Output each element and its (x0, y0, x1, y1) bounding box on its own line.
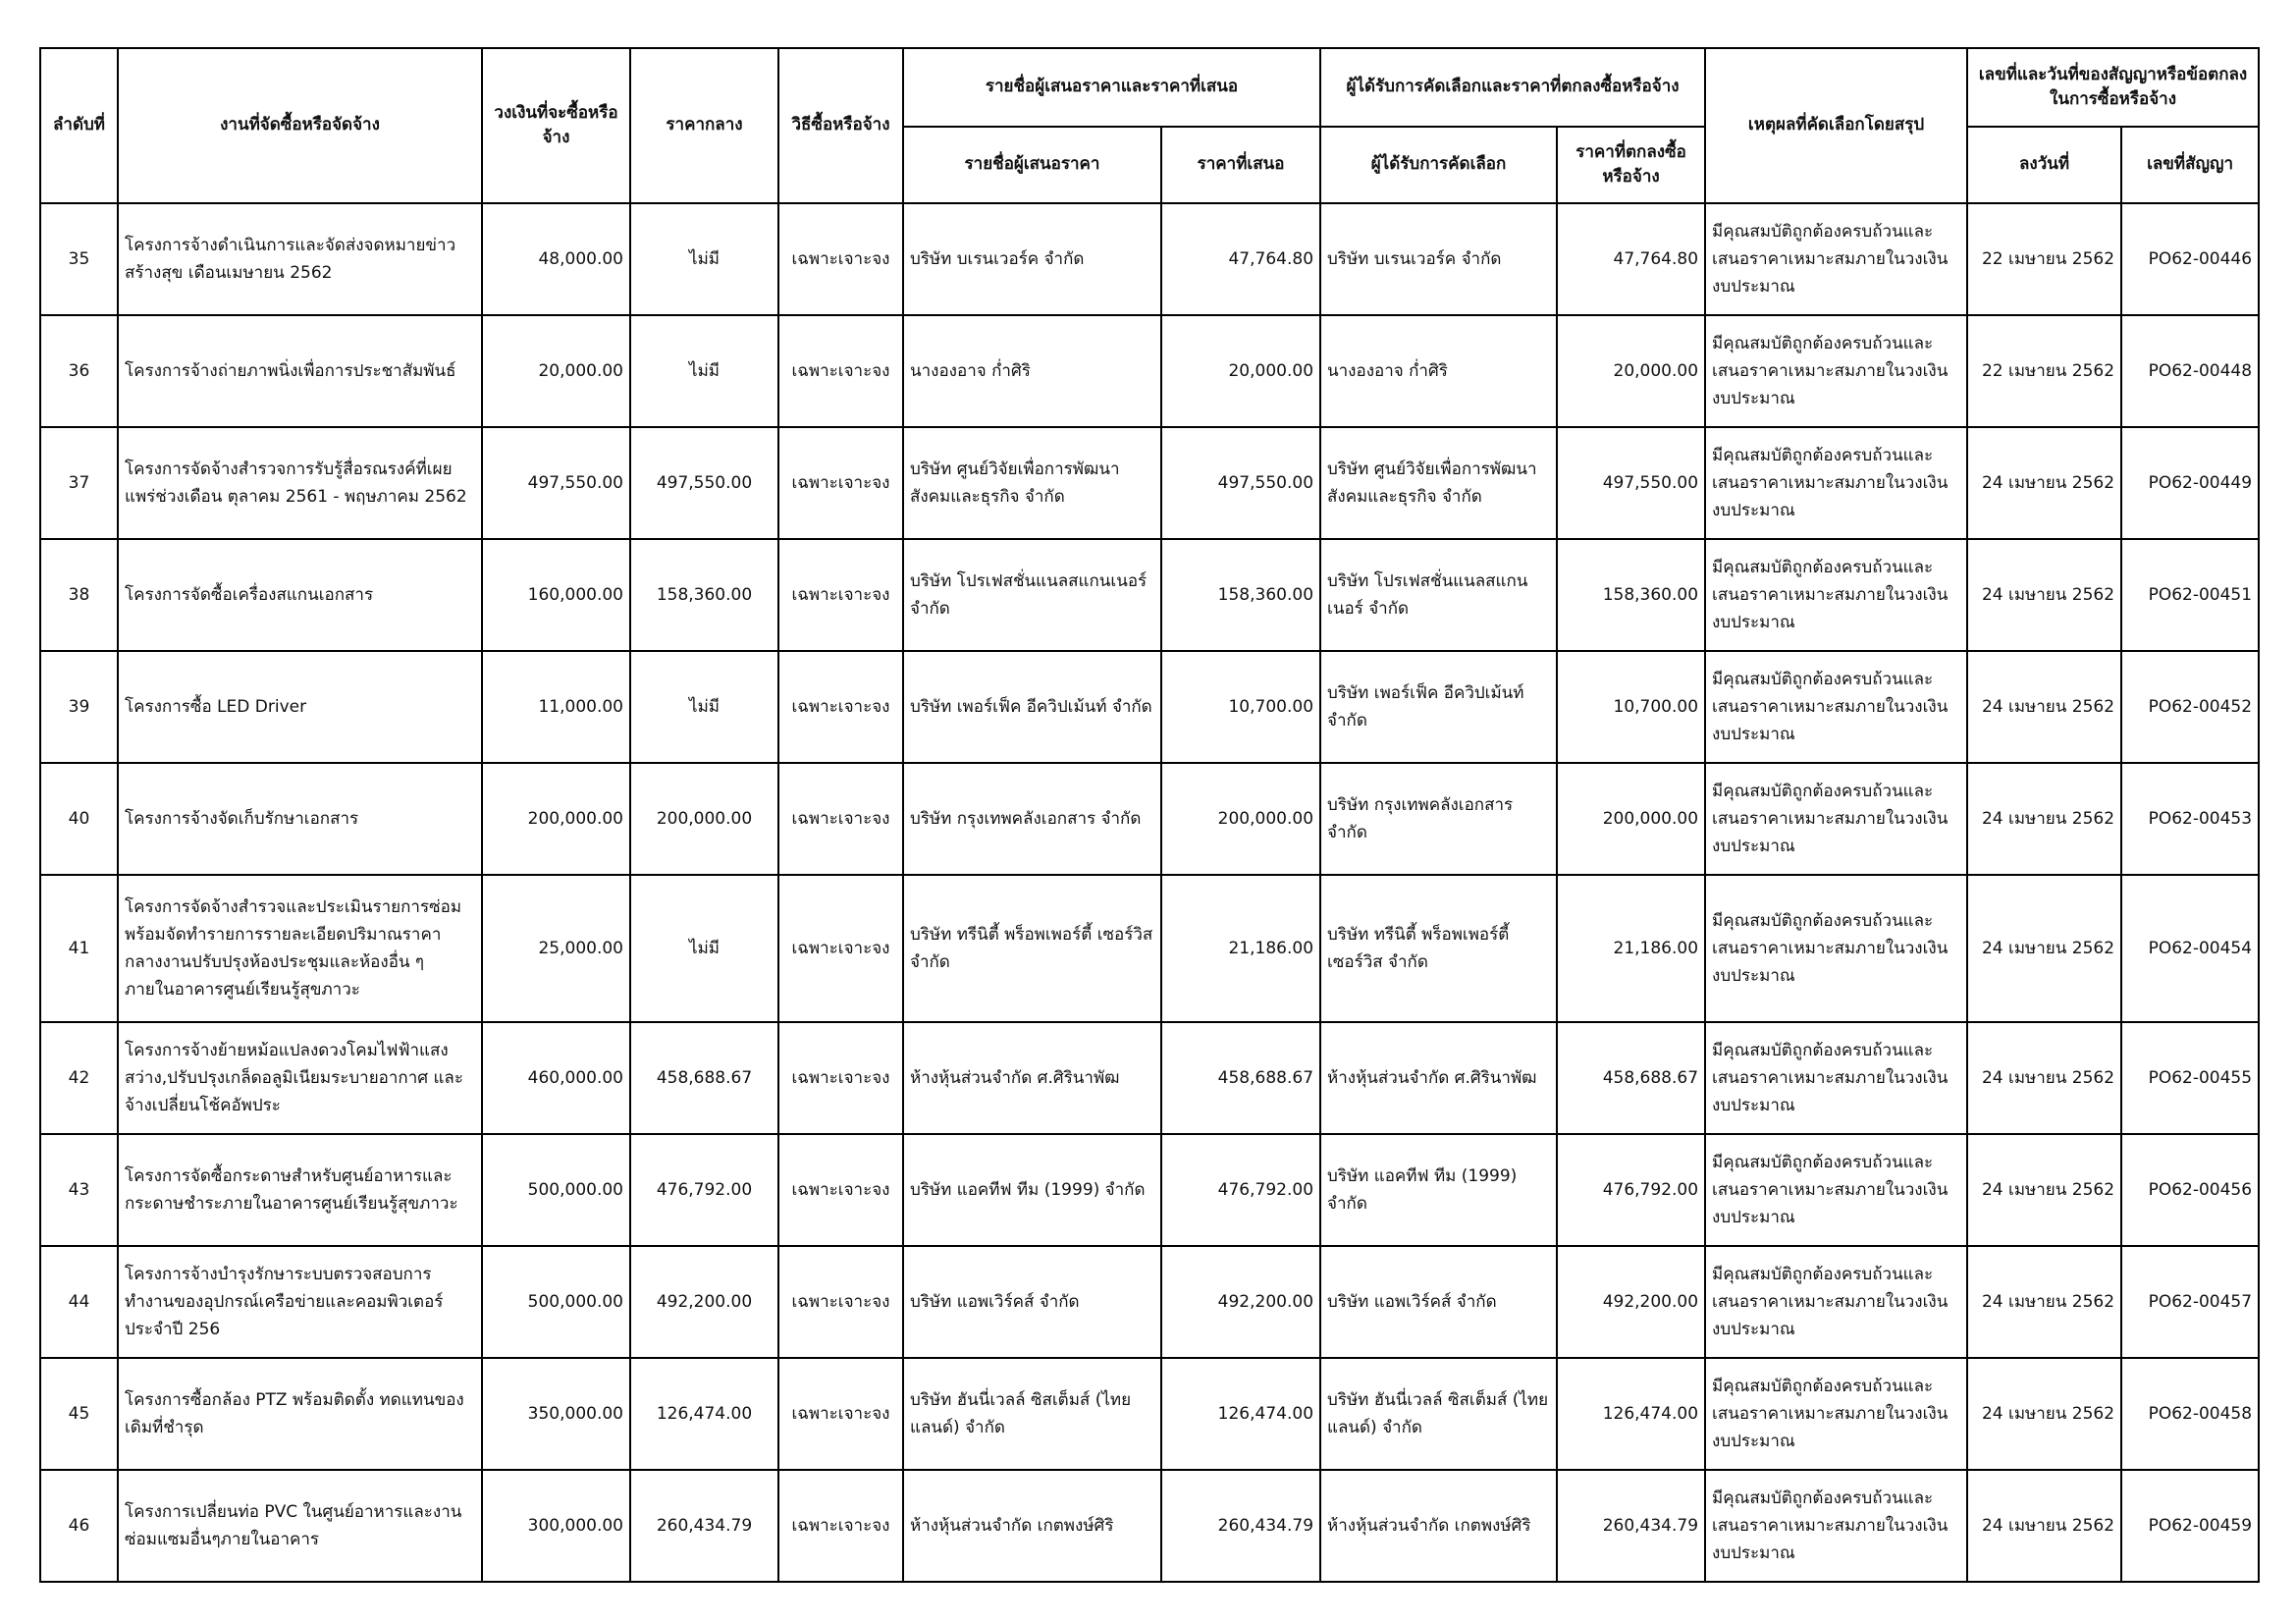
median-price: 126,474.00 (630, 1358, 778, 1470)
bid-price: 10,700.00 (1161, 651, 1320, 763)
contract-number: PO62-00451 (2121, 539, 2259, 651)
bid-price: 492,200.00 (1161, 1246, 1320, 1358)
selected-vendor: ห้างหุ้นส่วนจำกัด ศ.ศิรินาพัฒ (1320, 1022, 1557, 1134)
bidder-name: บริษัท กรุงเทพคลังเอกสาร จำกัด (903, 763, 1161, 875)
table-row (40, 1022, 2259, 1134)
row-number: 42 (40, 1022, 118, 1134)
header-selected-name: ผู้ได้รับการคัดเลือก (1320, 127, 1557, 203)
work-description: โครงการจ้างถ่ายภาพนิ่งเพื่อการประชาสัมพันธ์ (118, 315, 482, 427)
contract-number: PO62-00448 (2121, 315, 2259, 427)
agreed-price: 47,764.80 (1557, 203, 1705, 315)
bid-price: 158,360.00 (1161, 539, 1320, 651)
procurement-method: เฉพาะเจาะจง (778, 1470, 903, 1582)
header-no: ลำดับที่ (40, 48, 118, 203)
selection-reason: มีคุณสมบัติถูกต้องครบถ้วนและเสนอราคาเหมาะสมภายในวงเงินงบประมาณ (1705, 203, 1967, 315)
contract-number: PO62-00454 (2121, 875, 2259, 1022)
selected-vendor: บริษัท กรุงเทพคลังเอกสาร จำกัด (1320, 763, 1557, 875)
median-price: ไม่มี (630, 875, 778, 1022)
header-work: งานที่จัดซื้อหรือจัดจ้าง (118, 48, 482, 203)
table-row (40, 539, 2259, 651)
selected-vendor: บริษัท แอคทีฟ ทีม (1999) จำกัด (1320, 1134, 1557, 1246)
bidder-name: บริษัท บเรนเวอร์ค จำกัด (903, 203, 1161, 315)
table-row (40, 1246, 2259, 1358)
median-price: 492,200.00 (630, 1246, 778, 1358)
contract-date: 24 เมษายน 2562 (1967, 1470, 2121, 1582)
row-number: 44 (40, 1246, 118, 1358)
agreed-price: 158,360.00 (1557, 539, 1705, 651)
bid-price: 200,000.00 (1161, 763, 1320, 875)
contract-date: 22 เมษายน 2562 (1967, 203, 2121, 315)
row-number: 40 (40, 763, 118, 875)
procurement-method: เฉพาะเจาะจง (778, 1246, 903, 1358)
budget-amount: 460,000.00 (482, 1022, 630, 1134)
row-number: 35 (40, 203, 118, 315)
procurement-method: เฉพาะเจาะจง (778, 763, 903, 875)
header-bidder-name: รายชื่อผู้เสนอราคา (903, 127, 1161, 203)
bid-price: 21,186.00 (1161, 875, 1320, 1022)
work-description: โครงการจัดจ้างสำรวจและประเมินรายการซ่อมพร้อมจัดทำรายการรายละเอียดปริมาณราคากลางงานปรับปรุงห้องประชุมและห้องอื่น ๆ ภายในอาคารศูนย์เรียนรู้สุขภาวะ (118, 875, 482, 1022)
selected-vendor: บริษัท ฮันนี่เวลล์ ซิสเต็มส์ (ไทยแลนด์) จำกัด (1320, 1358, 1557, 1470)
contract-date: 24 เมษายน 2562 (1967, 1358, 2121, 1470)
row-number: 43 (40, 1134, 118, 1246)
selection-reason: มีคุณสมบัติถูกต้องครบถ้วนและเสนอราคาเหมาะสมภายในวงเงินงบประมาณ (1705, 875, 1967, 1022)
agreed-price: 200,000.00 (1557, 763, 1705, 875)
procurement-method: เฉพาะเจาะจง (778, 203, 903, 315)
row-number: 45 (40, 1358, 118, 1470)
budget-amount: 300,000.00 (482, 1470, 630, 1582)
bidder-name: บริษัท เพอร์เฟ็ค อีควิปเม้นท์ จำกัด (903, 651, 1161, 763)
header-date: ลงวันที่ (1967, 127, 2121, 203)
selected-vendor: บริษัท บเรนเวอร์ค จำกัด (1320, 203, 1557, 315)
agreed-price: 126,474.00 (1557, 1358, 1705, 1470)
contract-date: 24 เมษายน 2562 (1967, 651, 2121, 763)
budget-amount: 497,550.00 (482, 427, 630, 539)
procurement-method: เฉพาะเจาะจง (778, 875, 903, 1022)
procurement-method: เฉพาะเจาะจง (778, 1134, 903, 1246)
selected-vendor: นางองอาจ ก่ำศิริ (1320, 315, 1557, 427)
budget-amount: 160,000.00 (482, 539, 630, 651)
contract-number: PO62-00457 (2121, 1246, 2259, 1358)
median-price: ไม่มี (630, 203, 778, 315)
row-number: 37 (40, 427, 118, 539)
selection-reason: มีคุณสมบัติถูกต้องครบถ้วนและเสนอราคาเหมาะสมภายในวงเงินงบประมาณ (1705, 763, 1967, 875)
header-budget: วงเงินที่จะซื้อหรือจ้าง (482, 48, 630, 203)
work-description: โครงการจัดซื้อเครื่องสแกนเอกสาร (118, 539, 482, 651)
median-price: ไม่มี (630, 651, 778, 763)
budget-amount: 350,000.00 (482, 1358, 630, 1470)
median-price: 158,360.00 (630, 539, 778, 651)
budget-amount: 200,000.00 (482, 763, 630, 875)
agreed-price: 458,688.67 (1557, 1022, 1705, 1134)
contract-number: PO62-00452 (2121, 651, 2259, 763)
header-median-price: ราคากลาง (630, 48, 778, 203)
table-header (40, 48, 2259, 203)
row-number: 46 (40, 1470, 118, 1582)
bidder-name: นางองอาจ ก่ำศิริ (903, 315, 1161, 427)
selection-reason: มีคุณสมบัติถูกต้องครบถ้วนและเสนอราคาเหมาะสมภายในวงเงินงบประมาณ (1705, 1470, 1967, 1582)
contract-number: PO62-00446 (2121, 203, 2259, 315)
bid-price: 497,550.00 (1161, 427, 1320, 539)
median-price: 200,000.00 (630, 763, 778, 875)
procurement-table (39, 47, 2260, 1583)
agreed-price: 10,700.00 (1557, 651, 1705, 763)
bidder-name: ห้างหุ้นส่วนจำกัด ศ.ศิรินาพัฒ (903, 1022, 1161, 1134)
selection-reason: มีคุณสมบัติถูกต้องครบถ้วนและเสนอราคาเหมาะสมภายในวงเงินงบประมาณ (1705, 1246, 1967, 1358)
row-number: 39 (40, 651, 118, 763)
work-description: โครงการจัดซื้อกระดาษสำหรับศูนย์อาหารและกระดาษชำระภายในอาคารศูนย์เรียนรู้สุขภาวะ (118, 1134, 482, 1246)
bidder-name: บริษัท ทรีนิตี้ พร็อพเพอร์ตี้ เซอร์วิส จำกัด (903, 875, 1161, 1022)
selection-reason: มีคุณสมบัติถูกต้องครบถ้วนและเสนอราคาเหมาะสมภายในวงเงินงบประมาณ (1705, 315, 1967, 427)
contract-number: PO62-00458 (2121, 1358, 2259, 1470)
row-number: 41 (40, 875, 118, 1022)
header-method: วิธีซื้อหรือจ้าง (778, 48, 903, 203)
selected-vendor: บริษัท ทรีนิตี้ พร็อพเพอร์ตี้ เซอร์วิส จำกัด (1320, 875, 1557, 1022)
selected-vendor: บริษัท ศูนย์วิจัยเพื่อการพัฒนาสังคมและธุรกิจ จำกัด (1320, 427, 1557, 539)
budget-amount: 20,000.00 (482, 315, 630, 427)
table-row (40, 427, 2259, 539)
row-number: 38 (40, 539, 118, 651)
table-row (40, 203, 2259, 315)
contract-date: 24 เมษายน 2562 (1967, 539, 2121, 651)
median-price: 458,688.67 (630, 1022, 778, 1134)
budget-amount: 11,000.00 (482, 651, 630, 763)
work-description: โครงการซื้อ LED Driver (118, 651, 482, 763)
work-description: โครงการซื้อกล้อง PTZ พร้อมติดตั้ง ทดแทนของเดิมที่ชำรุด (118, 1358, 482, 1470)
work-description: โครงการจ้างจัดเก็บรักษาเอกสาร (118, 763, 482, 875)
agreed-price: 492,200.00 (1557, 1246, 1705, 1358)
table-row (40, 315, 2259, 427)
selected-vendor: บริษัท แอพเวิร์คส์ จำกัด (1320, 1246, 1557, 1358)
agreed-price: 21,186.00 (1557, 875, 1705, 1022)
contract-date: 24 เมษายน 2562 (1967, 1134, 2121, 1246)
bid-price: 47,764.80 (1161, 203, 1320, 315)
procurement-method: เฉพาะเจาะจง (778, 427, 903, 539)
bidder-name: บริษัท ฮันนี่เวลล์ ซิสเต็มส์ (ไทยแลนด์) จำกัด (903, 1358, 1161, 1470)
median-price: 476,792.00 (630, 1134, 778, 1246)
procurement-method: เฉพาะเจาะจง (778, 651, 903, 763)
bid-price: 20,000.00 (1161, 315, 1320, 427)
procurement-method: เฉพาะเจาะจง (778, 315, 903, 427)
median-price: 260,434.79 (630, 1470, 778, 1582)
contract-date: 24 เมษายน 2562 (1967, 875, 2121, 1022)
header-selected-group: ผู้ได้รับการคัดเลือกและราคาที่ตกลงซื้อหรือจ้าง (1320, 48, 1705, 127)
contract-number: PO62-00459 (2121, 1470, 2259, 1582)
table-row (40, 763, 2259, 875)
selection-reason: มีคุณสมบัติถูกต้องครบถ้วนและเสนอราคาเหมาะสมภายในวงเงินงบประมาณ (1705, 1358, 1967, 1470)
header-bidders-group: รายชื่อผู้เสนอราคาและราคาที่เสนอ (903, 48, 1320, 127)
agreed-price: 20,000.00 (1557, 315, 1705, 427)
bidder-name: บริษัท แอพเวิร์คส์ จำกัด (903, 1246, 1161, 1358)
header-contract-no: เลขที่สัญญา (2121, 127, 2259, 203)
contract-number: PO62-00456 (2121, 1134, 2259, 1246)
agreed-price: 476,792.00 (1557, 1134, 1705, 1246)
contract-date: 24 เมษายน 2562 (1967, 763, 2121, 875)
header-contract-group: เลขที่และวันที่ของสัญญาหรือข้อตกลงในการซื้อหรือจ้าง (1967, 48, 2259, 127)
table-row (40, 1470, 2259, 1582)
bid-price: 458,688.67 (1161, 1022, 1320, 1134)
table-row (40, 651, 2259, 763)
table-row (40, 1134, 2259, 1246)
contract-date: 22 เมษายน 2562 (1967, 315, 2121, 427)
contract-number: PO62-00453 (2121, 763, 2259, 875)
budget-amount: 500,000.00 (482, 1246, 630, 1358)
header-agreed-price: ราคาที่ตกลงซื้อหรือจ้าง (1557, 127, 1705, 203)
table-row (40, 1358, 2259, 1470)
median-price: 497,550.00 (630, 427, 778, 539)
selection-reason: มีคุณสมบัติถูกต้องครบถ้วนและเสนอราคาเหมาะสมภายในวงเงินงบประมาณ (1705, 651, 1967, 763)
procurement-method: เฉพาะเจาะจง (778, 539, 903, 651)
bidder-name: ห้างหุ้นส่วนจำกัด เกตพงษ์ศิริ (903, 1470, 1161, 1582)
budget-amount: 25,000.00 (482, 875, 630, 1022)
contract-date: 24 เมษายน 2562 (1967, 1246, 2121, 1358)
table-body (40, 203, 2259, 1582)
procurement-method: เฉพาะเจาะจง (778, 1022, 903, 1134)
contract-date: 24 เมษายน 2562 (1967, 1022, 2121, 1134)
selection-reason: มีคุณสมบัติถูกต้องครบถ้วนและเสนอราคาเหมาะสมภายในวงเงินงบประมาณ (1705, 539, 1967, 651)
budget-amount: 48,000.00 (482, 203, 630, 315)
work-description: โครงการเปลี่ยนท่อ PVC ในศูนย์อาหารและงานซ่อมแซมอื่นๆภายในอาคาร (118, 1470, 482, 1582)
agreed-price: 497,550.00 (1557, 427, 1705, 539)
procurement-method: เฉพาะเจาะจง (778, 1358, 903, 1470)
work-description: โครงการจ้างบำรุงรักษาระบบตรวจสอบการทำงานของอุปกรณ์เครือข่ายและคอมพิวเตอร์ ประจำปี 256 (118, 1246, 482, 1358)
header-reason: เหตุผลที่คัดเลือกโดยสรุป (1705, 48, 1967, 203)
selected-vendor: บริษัท โปรเฟสชั่นแนลสแกนเนอร์ จำกัด (1320, 539, 1557, 651)
contract-number: PO62-00449 (2121, 427, 2259, 539)
header-bid-price: ราคาที่เสนอ (1161, 127, 1320, 203)
bidder-name: บริษัท ศูนย์วิจัยเพื่อการพัฒนาสังคมและธุรกิจ จำกัด (903, 427, 1161, 539)
bid-price: 126,474.00 (1161, 1358, 1320, 1470)
work-description: โครงการจัดจ้างสำรวจการรับรู้สื่อรณรงค์ที่เผยแพร่ช่วงเดือน ตุลาคม 2561 - พฤษภาคม 2562 (118, 427, 482, 539)
work-description: โครงการจ้างดำเนินการและจัดส่งจดหมายข่าวสร้างสุข เดือนเมษายน 2562 (118, 203, 482, 315)
work-description: โครงการจ้างย้ายหม้อแปลงดวงโคมไฟฟ้าแสงสว่าง,ปรับปรุงเกล็ดอลูมิเนียมระบายอากาศ และจ้างเปลี่ยนโช้คอัพประ (118, 1022, 482, 1134)
bid-price: 476,792.00 (1161, 1134, 1320, 1246)
bidder-name: บริษัท แอคทีฟ ทีม (1999) จำกัด (903, 1134, 1161, 1246)
selected-vendor: ห้างหุ้นส่วนจำกัด เกตพงษ์ศิริ (1320, 1470, 1557, 1582)
table-row (40, 875, 2259, 1022)
median-price: ไม่มี (630, 315, 778, 427)
selection-reason: มีคุณสมบัติถูกต้องครบถ้วนและเสนอราคาเหมาะสมภายในวงเงินงบประมาณ (1705, 427, 1967, 539)
selection-reason: มีคุณสมบัติถูกต้องครบถ้วนและเสนอราคาเหมาะสมภายในวงเงินงบประมาณ (1705, 1022, 1967, 1134)
bidder-name: บริษัท โปรเฟสชั่นแนลสแกนเนอร์ จำกัด (903, 539, 1161, 651)
selected-vendor: บริษัท เพอร์เฟ็ค อีควิปเม้นท์ จำกัด (1320, 651, 1557, 763)
bid-price: 260,434.79 (1161, 1470, 1320, 1582)
agreed-price: 260,434.79 (1557, 1470, 1705, 1582)
row-number: 36 (40, 315, 118, 427)
contract-number: PO62-00455 (2121, 1022, 2259, 1134)
contract-date: 24 เมษายน 2562 (1967, 427, 2121, 539)
selection-reason: มีคุณสมบัติถูกต้องครบถ้วนและเสนอราคาเหมาะสมภายในวงเงินงบประมาณ (1705, 1134, 1967, 1246)
budget-amount: 500,000.00 (482, 1134, 630, 1246)
